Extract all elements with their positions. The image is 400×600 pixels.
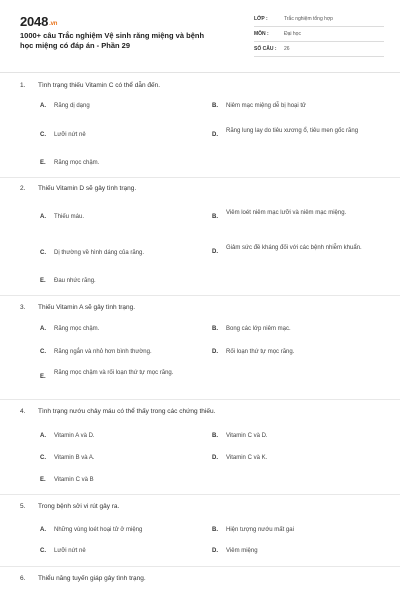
header-divider xyxy=(0,72,400,73)
exam-page: 2048.vn 1000+ câu Trắc nghiệm Vệ sinh răng miệng và bệnh học miệng có đáp án - Phần 29 LỚP : Trắc nghiệm tổng hợp MÔN : Đại học SỐ CÂU : 26 1. Tình trạng thiếu Vitamin C có thể dẫn đến. A. Răng dị dạng B. Niêm mạc miệng dễ bị hoại tử C. Lưỡi nứt nẻ D. Răng lung lay do tiêu xương ổ, tiêu men gốc răng E. Răng mọc chậm. 2. Thiếu Vitamin D sẽ gây tình trạng. A. Thiếu máu. B. Viêm loét niêm mạc lưỡi và niêm mạc miệng. C. Dị thường về hình dáng của răng. D. Giảm sức đề kháng đối với các bệnh nhiễm khuẩn. E. Đau nhức răng. 3. Thiếu Vitamin A sẽ gây tình trạng. A. Răng mọc chậm. B. Bong các lớp niêm mạc. C. Răng ngắn và nhỏ hơn bình thường. D. Rối loạn thứ tự mọc răng. E. Răng mọc chậm và rối loạn thứ tự mọc răng. 4. Tình trạng nướu chảy máu có thể thấy trong các chứng thiếu. A. Vitamin A và D. B. Vitamin C và D. C. Vitamin B và A. D. Vitamin C và K. E. Vitamin C và B 5. Trong bệnh sởi vi rút gây ra. A. Những vùng loét hoại tử ở miệng B. Hiện tượng nướu mất gai C. Lưỡi nứt nẻ D. Viêm miệng 6. Thiểu năng tuyến giáp gây tình trạng. xyxy=(0,0,400,600)
question-text: Thiếu Vitamin D sẽ gây tình trạng. xyxy=(38,185,137,192)
meta-class-label: LỚP : xyxy=(254,16,268,22)
question-4: 4. Tình trạng nướu chảy máu có thể thấy trong các chứng thiếu. xyxy=(20,408,216,415)
page-header xyxy=(0,0,400,64)
meta-subject-label: MÔN : xyxy=(254,31,269,37)
question-text: Trong bệnh sởi vi rút gây ra. xyxy=(38,503,120,510)
logo-main: 2048 xyxy=(20,14,49,29)
question-divider xyxy=(0,494,400,495)
meta-count-value: 26 xyxy=(284,46,290,52)
document-title: 1000+ câu Trắc nghiệm Vệ sinh răng miệng và bệnh học miệng có đáp án - Phần 29 xyxy=(20,31,205,50)
logo-suffix: .vn xyxy=(49,21,58,27)
question-1: 1. Tình trạng thiếu Vitamin C có thể dẫn đến. xyxy=(20,82,161,89)
meta-subject-row xyxy=(254,28,384,42)
question-text: Thiểu năng tuyến giáp gây tình trạng. xyxy=(38,575,146,582)
question-3: 3. Thiếu Vitamin A sẽ gây tình trạng. xyxy=(20,304,136,311)
question-text: Thiếu Vitamin A sẽ gây tình trạng. xyxy=(38,304,136,311)
question-2: 2. Thiếu Vitamin D sẽ gây tình trạng. xyxy=(20,185,137,192)
site-logo[interactable] xyxy=(20,14,57,29)
question-divider xyxy=(0,177,400,178)
question-divider xyxy=(0,295,400,296)
question-6: 6. Thiểu năng tuyến giáp gây tình trạng. xyxy=(20,575,146,582)
question-text: Tình trạng thiếu Vitamin C có thể dẫn đến. xyxy=(38,82,161,89)
question-divider xyxy=(0,566,400,567)
question-text: Tình trạng nướu chảy máu có thể thấy trong các chứng thiếu. xyxy=(38,408,216,415)
meta-count-row xyxy=(254,43,384,57)
meta-count-label: SỐ CÂU : xyxy=(254,46,277,52)
meta-class-value: Trắc nghiệm tổng hợp xyxy=(284,16,333,22)
question-divider xyxy=(0,399,400,400)
meta-class-row xyxy=(254,13,384,27)
meta-subject-value: Đại học xyxy=(284,31,301,37)
question-5: 5. Trong bệnh sởi vi rút gây ra. xyxy=(20,503,120,510)
